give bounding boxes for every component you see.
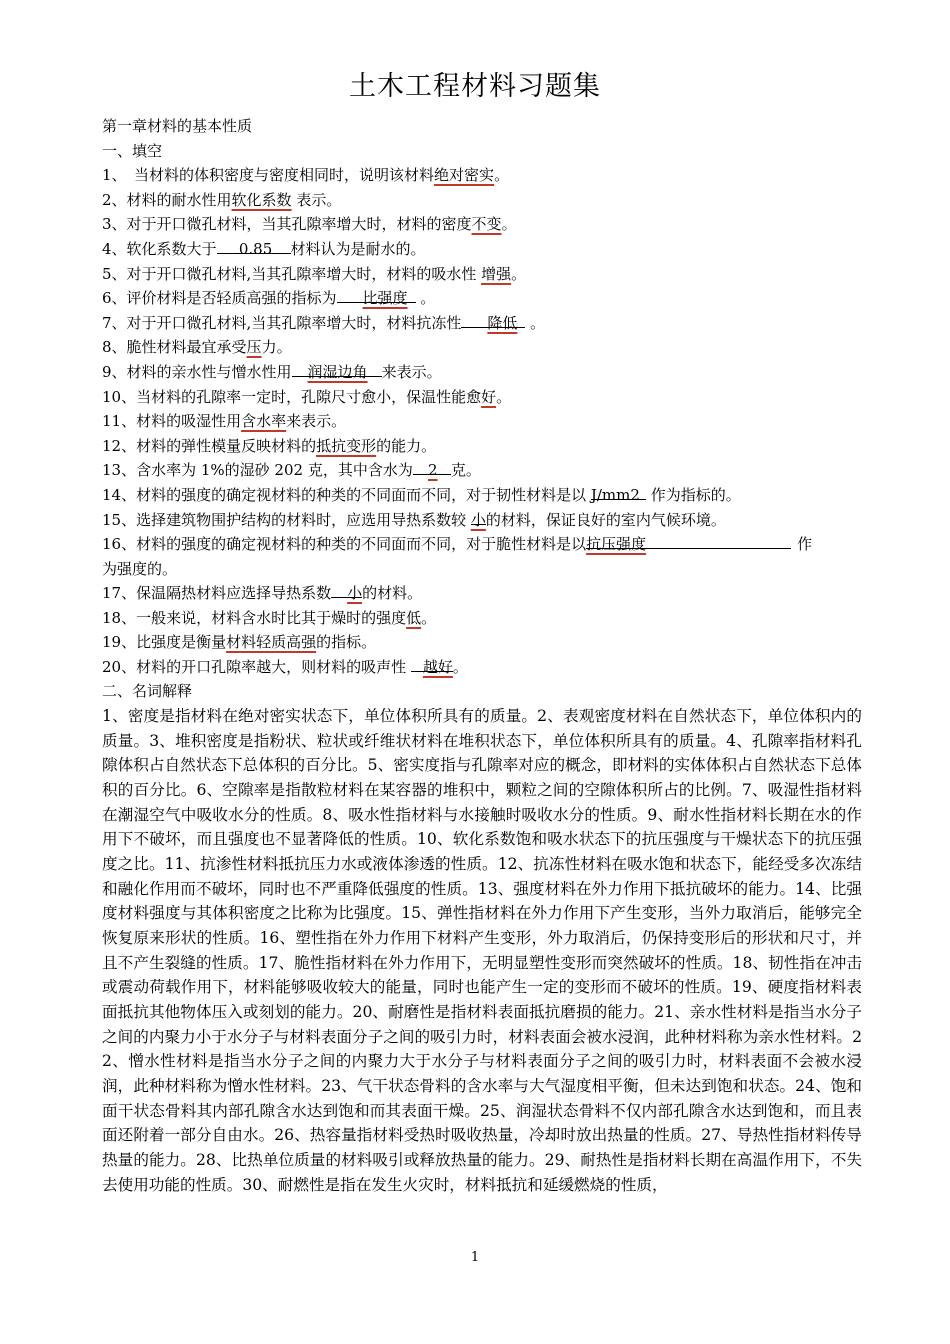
question-3: 3、对于开口微孔材料，当其孔隙率增大时，材料的密度不变。 (102, 215, 517, 234)
answer: 软化系数 (231, 190, 292, 209)
section-heading-definitions: 二、名词解释 (102, 682, 193, 701)
answer: 不变 (471, 215, 502, 234)
question-9: 9、材料的亲水性与憎水性用 润湿边角 来表示。 (102, 360, 862, 385)
question-2: 2、材料的耐水性用软化系数 表示。 (102, 190, 342, 209)
question-16: 16、材料的强度的确定视材料的种类的不同面而不同，对于脆性材料是以抗压强度 作 为强度的。 (102, 532, 862, 581)
question-10: 10、当材料的孔隙率一定时，孔隙尺寸愈小，保温性能愈好。 (102, 387, 512, 406)
blank-line (368, 360, 382, 377)
answer: 好 (481, 387, 497, 406)
blank-line (640, 483, 646, 500)
blank-line (281, 237, 291, 254)
section-heading-fill-blank: 一、填空 (102, 141, 163, 160)
answer: 小 (347, 581, 362, 598)
answer: 含水率 (241, 412, 287, 431)
question-17: 17、保温隔热材料应选择导热系数 小的材料。 (102, 581, 862, 606)
question-11: 11、材料的吸湿性用含水率来表示。 (102, 412, 347, 431)
answer: 增强 (481, 264, 512, 283)
blank-line (408, 286, 416, 303)
question-4: 4、软化系数大于 0.85 材料认为是耐水的。 (102, 237, 862, 262)
answer: 0.85 (231, 237, 281, 254)
answer: 压 (246, 338, 262, 357)
question-5: 5、对于开口微孔材料,当其孔隙率增大时，材料的吸水性 增强。 (102, 264, 527, 283)
question-18: 18、一般来说，材料含水时比其于燥时的强度低。 (102, 608, 437, 627)
blank-line (413, 458, 427, 475)
answer: 越好 (423, 655, 453, 672)
answer: 小 (471, 508, 486, 525)
blank-line (331, 581, 347, 598)
answer: 抵抗变形 (316, 436, 377, 455)
question-15: 15、选择建筑物围护结构的材料时，应选用导热系数较 小的材料，保证良好的室内气候环境。 (102, 508, 862, 533)
answer: 绝对密实 (434, 166, 495, 185)
chapter-heading: 第一章材料的基本性质 (102, 117, 253, 135)
blank-line (411, 655, 423, 672)
page-number: 1 (470, 1250, 480, 1265)
answer: 润湿边角 (308, 360, 368, 377)
answer: 低 (406, 608, 422, 627)
answer: 比强度 (363, 286, 408, 303)
blank-line (217, 237, 231, 254)
blank-line (292, 360, 308, 377)
answer: 抗压强度 (586, 532, 791, 549)
question-14: 14、材料的强度的确定视材料的种类的不同面而不同，对于韧性材料是以 J/mm2 作为指标的。 (102, 483, 862, 508)
question-6: 6、评价材料是否轻质高强的指标为 比强度 。 (102, 286, 862, 311)
question-19: 19、比强度是衡量材料轻质高强的指标。 (102, 633, 377, 652)
question-20: 20、材料的开口孔隙率越大，则材料的吸声性 越好。 (102, 655, 862, 680)
question-7: 7、对于开口微孔材料,当其孔隙率增大时，材料抗冻性 降低 。 (102, 311, 862, 336)
blank-line (337, 286, 363, 303)
answer: 2 (427, 458, 439, 475)
answer: J/mm2 (591, 483, 640, 500)
question-8: 8、脆性材料最宜承受压力。 (102, 338, 292, 357)
blank-line (439, 458, 451, 475)
question-12: 12、材料的弹性模量反映材料的抵抗变形的能力。 (102, 436, 437, 455)
answer: 降低 (487, 311, 517, 328)
answer: 材料轻质高强 (226, 633, 317, 652)
blank-line (461, 311, 487, 328)
document-title: 土木工程材料习题集 (349, 71, 601, 102)
question-1: 1、 当材料的体积密度与密度相同时，说明该材料绝对密实。 (102, 166, 510, 185)
definitions-paragraph: 1、密度是指材料在绝对密实状态下，单位体积所具有的质量。2、表观密度材料在自然状态下，单位体积内的质量。3、堆积密度是指粉状、粒状或纤维状材料在堆积状态下，单位体积所具有的质量。4、孔隙率指材料孔隙体积占自然状态下总体积的百分比。5、密实度指与孔隙率对应的概念，即材料的实体体积占自然状态下总体积的百分比。6、空隙率是指散粒材料在某容器的堆积中，颗粒之间的空隙体积所占的比例。7、吸湿性指材料在潮湿空气中吸收水分的性质。8、吸水性指材料与水接触时吸收水分的性质。9、耐水性指材料长期在水的作用下不破坏，而且强度也不显著降低的性质。10、软化系数饱和吸水状态下的抗压强度与干燥状态下的抗压强度之比。11、抗渗性材料抵抗压力水或液体渗透的性质。12、抗冻性材料在吸水饱和状态下，能经受多次冻结和融化作用而不破坏，同时也不严重降低强度的性质。13、强度材料在外力作用下抵抗破坏的能力。14、比强度材料强度与其体积密度之比称为比强度。15、弹性指材料在外力作用下产生变形，当外力取消后，能够完全恢复原来形状的性质。16、塑性指在外力作用下材料产生变形，外力取消后，仍保持变形后的形状和尺寸，并且不产生裂缝的性质。17、脆性指材料在外力作用下，无明显塑性变形而突然破坏的性质。18、韧性指在冲击或震动荷载作用下，材料能够吸收较大的能量，同时也能产生一定的变形而不破坏的性质。19、硬度指材料表面抵抗其他物体压入或刻划的能力。20、耐磨性是指材料表面抵抗磨损的能力。21、亲水性材料是指当水分子之间的内聚力小于水分子与材料表面分子之间的吸引力时，材料表面会被水浸润，此种材料称为亲水性材料。22、憎水性材料是指当水分子之间的内聚力大于水分子与材料表面分子之间的吸引力时，材料表面不会被水浸润，此种材料称为憎水性材料。23、气干状态骨料的含水率与大气湿度相平衡，但未达到饱和状态。24、饱和面干状态骨料其内部孔隙含水达到饱和而其表面干燥。25、润湿状态骨料不仅内部孔隙含水达到饱和，而且表面还附着一部分自由水。26、热容量指材料受热时吸收热量，冷却时放出热量的性质。27、导热性指材料传导热量的能力。28、比热单位质量的材料吸引或释放热量的能力。29、耐热性是指材料长期在高温作用下，不失去使用功能的性质。30、耐燃性是指在发生火灾时，材料抵抗和延缓燃烧的性质， (102, 707, 862, 1194)
blank-line (517, 311, 525, 328)
document-body (102, 114, 862, 1246)
question-13: 13、含水率为 1%的湿砂 202 克，其中含水为 2 克。 (102, 458, 862, 483)
